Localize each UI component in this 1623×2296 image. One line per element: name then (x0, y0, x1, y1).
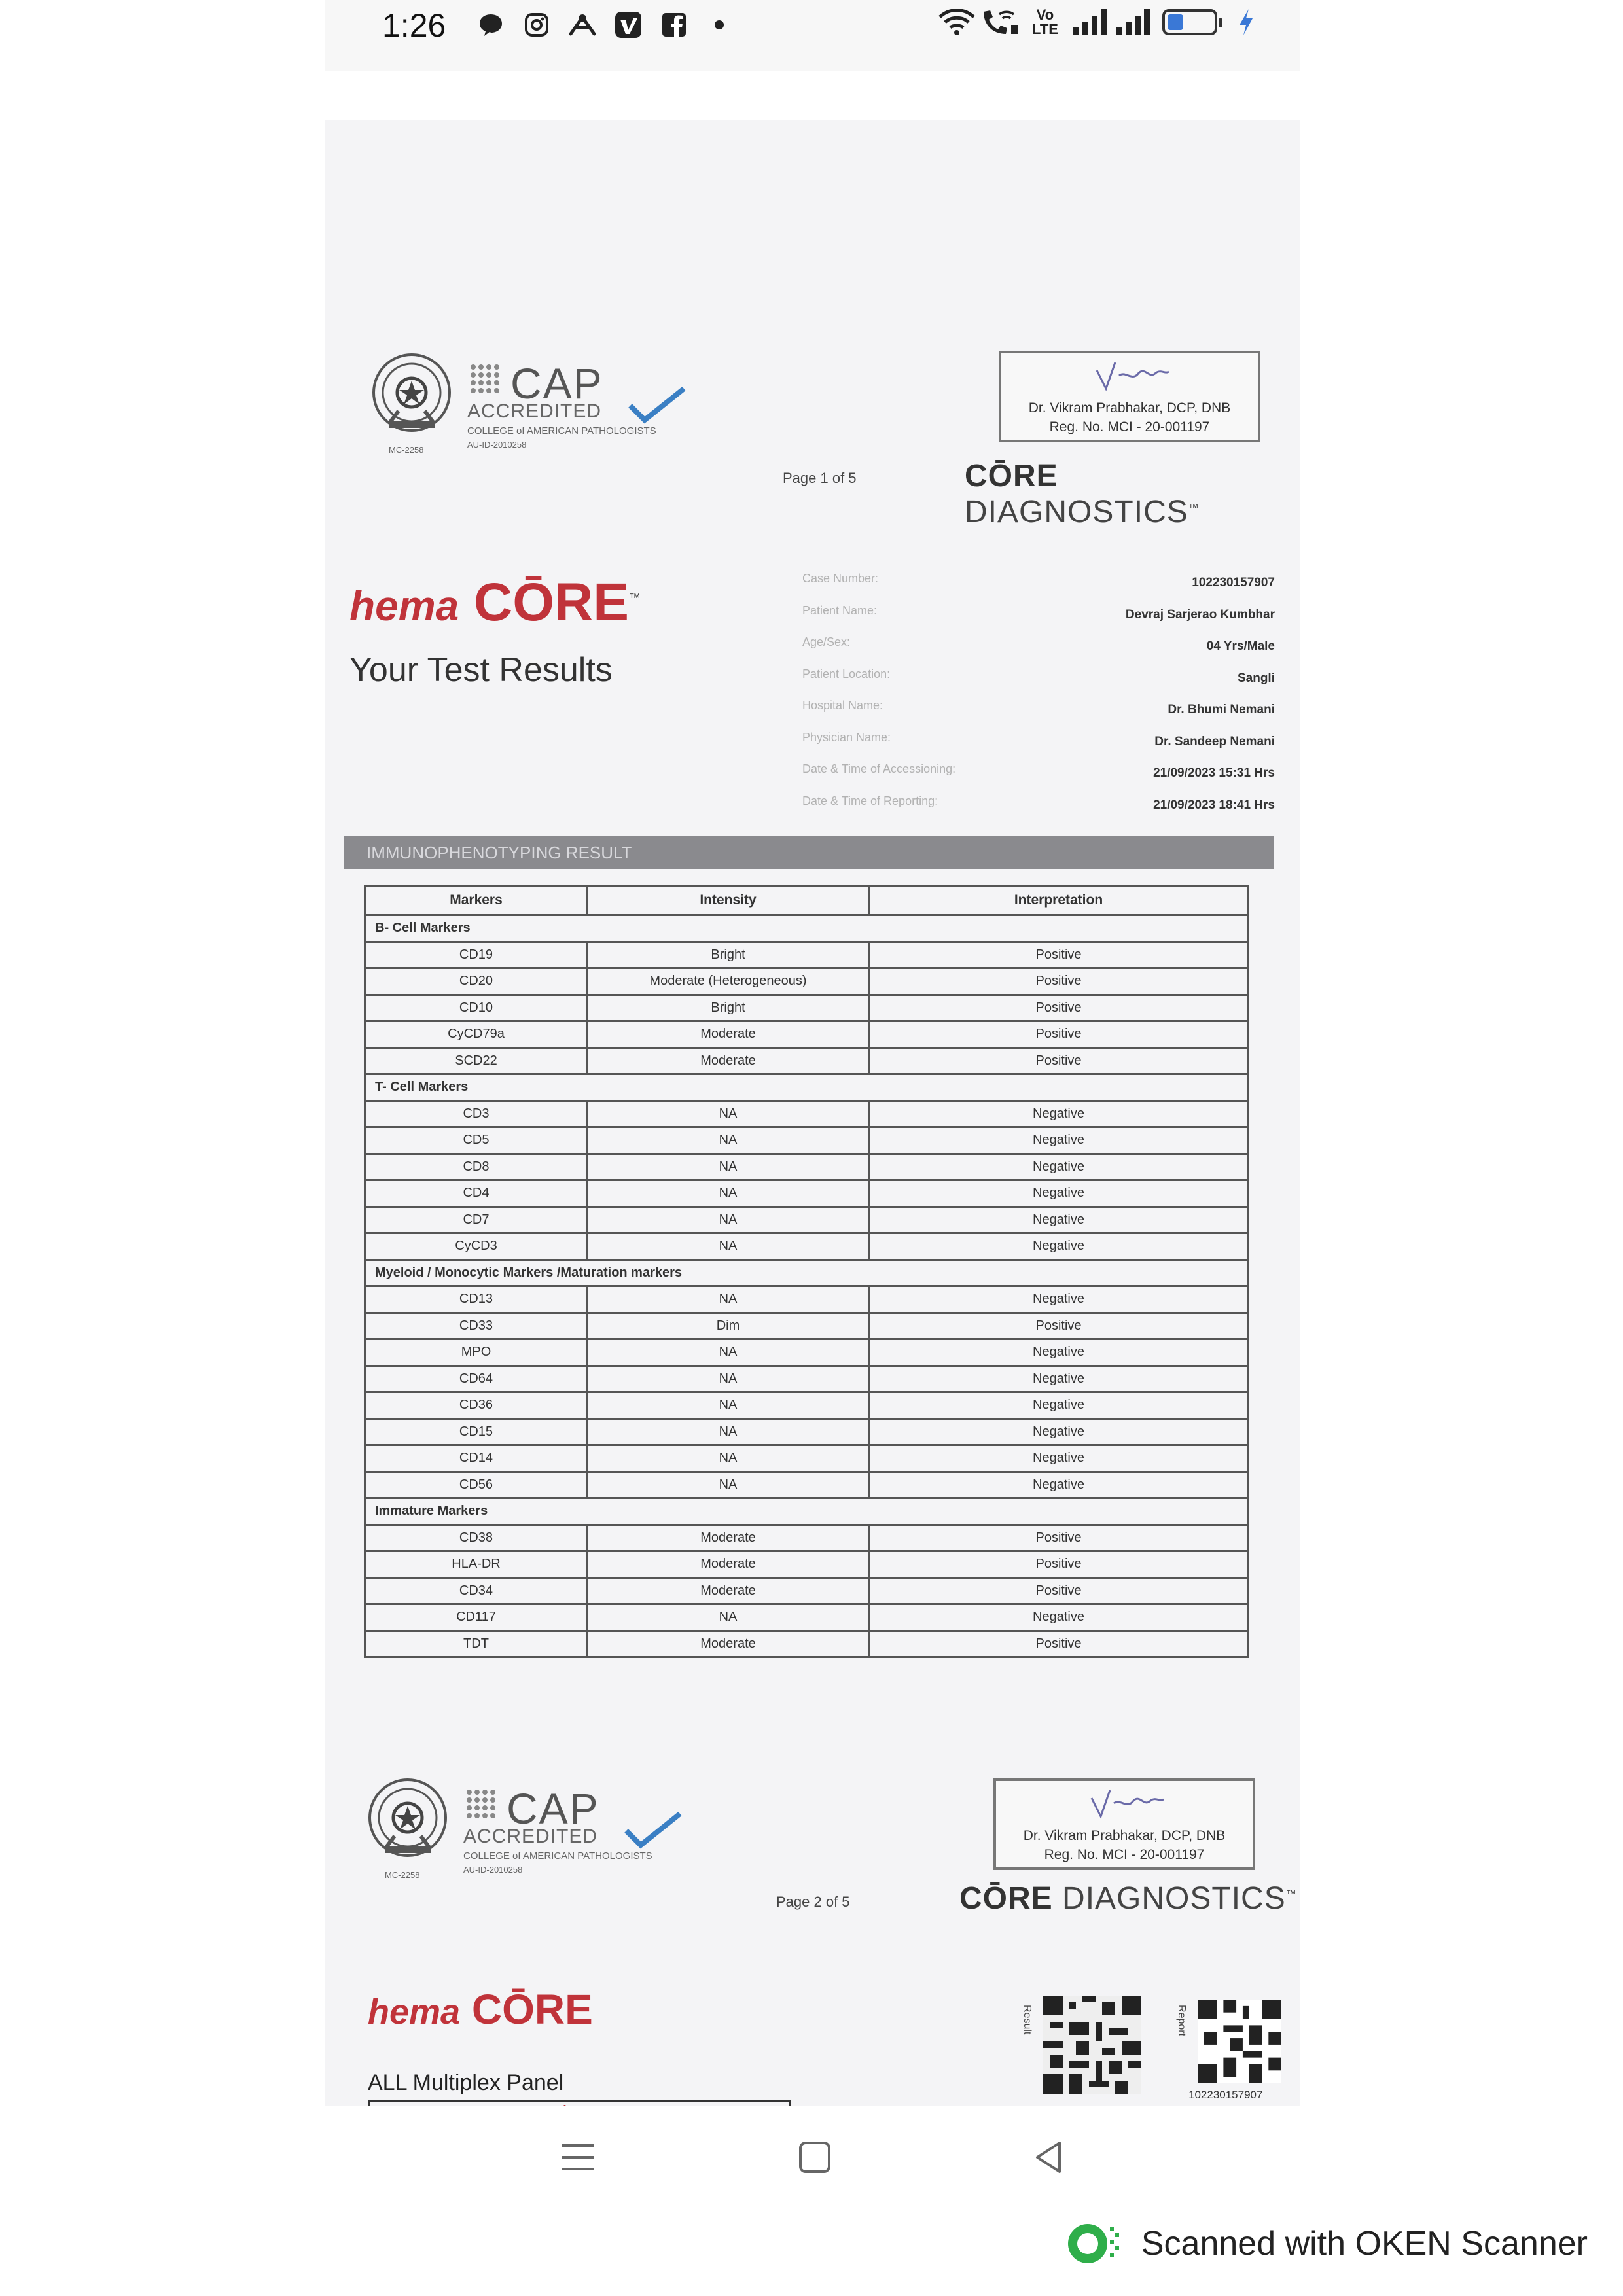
table-row (365, 1180, 1249, 1207)
interpretation-cell: Positive (869, 995, 1249, 1021)
intensity-cell: Moderate (588, 1525, 869, 1551)
cap-id: AU-ID-2010258 (463, 1865, 523, 1875)
marker-cell: HLA-DR (365, 1551, 588, 1578)
intensity-cell: NA (588, 1207, 869, 1233)
core-diagnostics-logo: CŌRE DIAGNOSTICS™ (959, 1881, 1297, 1916)
facebook-icon (660, 10, 688, 39)
table-row (365, 1154, 1249, 1180)
interpretation-cell: Negative (869, 1392, 1249, 1419)
table-row (365, 995, 1249, 1021)
marker-cell: SCD22 (365, 1048, 588, 1074)
cap-dots-icon (463, 1786, 501, 1824)
page-number: Page 2 of 5 (776, 1894, 850, 1910)
group-label: Immature Markers (365, 1498, 1249, 1525)
label-physician-name: Physician Name: (802, 730, 891, 744)
table-row (365, 968, 1249, 995)
case-number-footer: 102230157907 (1188, 2089, 1263, 2101)
status-time: 1:26 (382, 7, 446, 44)
core-diagnostics-logo: CŌRE DIAGNOSTICS™ (965, 459, 1200, 529)
interpretation-cell: Positive (869, 1313, 1249, 1339)
marker-cell: CyCD79a (365, 1021, 588, 1048)
marker-cell: CD34 (365, 1578, 588, 1604)
marker-cell: CD10 (365, 995, 588, 1021)
table-row (365, 1366, 1249, 1392)
notification-icons (476, 10, 724, 39)
table-row (365, 1631, 1249, 1657)
cap-college: COLLEGE of AMERICAN PATHOLOGISTS (463, 1850, 652, 1862)
interpretation-cell: Negative (869, 1604, 1249, 1631)
marker-cell: CD56 (365, 1472, 588, 1498)
checkmark-icon (624, 1811, 683, 1850)
marker-cell: CyCD3 (365, 1233, 588, 1260)
intensity-cell: NA (588, 1392, 869, 1419)
interpretation-cell: Negative (869, 1154, 1249, 1180)
table-row (365, 1578, 1249, 1604)
marker-cell: CD117 (365, 1604, 588, 1631)
intensity-cell: Moderate (588, 1048, 869, 1074)
back-icon[interactable] (1026, 2134, 1072, 2180)
chat-bubble-icon (476, 10, 505, 39)
table-row (365, 1021, 1249, 1048)
table-row (365, 1207, 1249, 1233)
qr-result-label: Result (1022, 2005, 1033, 2035)
instagram-icon (522, 10, 551, 39)
interpretation-cell: Negative (869, 1419, 1249, 1445)
nabl-seal-icon (365, 1777, 450, 1862)
marker-cell: CD36 (365, 1392, 588, 1419)
oken-logo-icon (1065, 2217, 1124, 2270)
table-row (365, 1525, 1249, 1551)
column-header: Intensity (588, 886, 869, 915)
checkmark-icon (628, 386, 687, 425)
table-header-row (365, 886, 1249, 915)
value-accessioning: 21/09/2023 15:31 Hrs (1153, 766, 1275, 780)
table-row (365, 1127, 1249, 1154)
battery-icon (1162, 9, 1217, 35)
table-row (365, 1604, 1249, 1631)
hemacore-logo: hema CŌRE (368, 1986, 593, 2033)
table-group-row (365, 1260, 1249, 1286)
signature-scribble (1093, 359, 1171, 393)
section-header: IMMUNOPHENOTYPING RESULT (344, 836, 1274, 869)
interpretation-cell: Positive (869, 1631, 1249, 1657)
interpretation-cell: Negative (869, 1445, 1249, 1472)
interpretation-cell: Positive (869, 1048, 1249, 1074)
patient-info-values (935, 576, 1275, 830)
interpretation-cell: Positive (869, 942, 1249, 968)
status-bar (325, 0, 1300, 71)
marker-cell: TDT (365, 1631, 588, 1657)
interpretation-cell: Negative (869, 1101, 1249, 1127)
table-row (365, 942, 1249, 968)
table-group-row (365, 1074, 1249, 1101)
table-row (365, 1419, 1249, 1445)
hemacore-logo: hema CŌRE™ (349, 573, 641, 632)
intensity-cell: Moderate (588, 1631, 869, 1657)
marker-cell: CD8 (365, 1154, 588, 1180)
cap-accredited: ACCREDITED (467, 400, 602, 422)
table-row (365, 1048, 1249, 1074)
marker-cell: CD33 (365, 1313, 588, 1339)
table-row (365, 1313, 1249, 1339)
intensity-cell: Moderate (588, 1551, 869, 1578)
signatory-name: Dr. Vikram Prabhakar, DCP, DNB (1023, 1828, 1226, 1843)
table-row (365, 1101, 1249, 1127)
intensity-cell: NA (588, 1472, 869, 1498)
intensity-cell: NA (588, 1366, 869, 1392)
label-patient-name: Patient Name: (802, 603, 878, 617)
signatory-reg: Reg. No. MCI - 20-001197 (1049, 419, 1210, 434)
qr-report-label: Report (1176, 2005, 1187, 2037)
panel-name: ALL Multiplex Panel (368, 2070, 564, 2095)
scanner-watermark (1065, 2214, 1588, 2273)
value-age-sex: 04 Yrs/Male (1206, 639, 1275, 653)
intensity-cell: NA (588, 1233, 869, 1260)
interpretation-cell: Negative (869, 1233, 1249, 1260)
intensity-cell: NA (588, 1180, 869, 1207)
signal-icon (1076, 8, 1105, 37)
system-icons (942, 8, 1260, 37)
signatory-name: Dr. Vikram Prabhakar, DCP, DNB (1028, 400, 1231, 415)
intensity-cell: NA (588, 1286, 869, 1313)
signature-box (999, 351, 1260, 442)
intensity-cell: NA (588, 1101, 869, 1127)
interpretation-cell: Positive (869, 1525, 1249, 1551)
cap-accredited: ACCREDITED (463, 1826, 598, 1847)
table-row (365, 1392, 1249, 1419)
more-notifications-icon (715, 20, 724, 29)
interpretation-cell: Positive (869, 968, 1249, 995)
label-reporting: Date & Time of Reporting: (802, 794, 938, 807)
signature-box (993, 1778, 1255, 1870)
navigation-bar (325, 2106, 1300, 2210)
interpretation-cell: Negative (869, 1127, 1249, 1154)
nabl-seal-icon (369, 352, 454, 437)
marker-cell: CD3 (365, 1101, 588, 1127)
marker-cell: MPO (365, 1339, 588, 1366)
value-case-number: 102230157907 (1192, 576, 1275, 590)
column-header: Interpretation (869, 886, 1249, 915)
table-row (365, 1233, 1249, 1260)
page-number: Page 1 of 5 (783, 470, 857, 486)
interpretation-cell: Negative (869, 1286, 1249, 1313)
intensity-cell: Bright (588, 942, 869, 968)
value-patient-name: Devraj Sarjerao Kumbhar (1125, 607, 1275, 622)
intensity-cell: Moderate (588, 1578, 869, 1604)
group-label: T- Cell Markers (365, 1074, 1249, 1101)
intensity-cell: Bright (588, 995, 869, 1021)
volte-icon: Vo LTE (1032, 7, 1058, 37)
marker-cell: CD38 (365, 1525, 588, 1551)
group-label: B- Cell Markers (365, 915, 1249, 942)
interpretation-cell: Negative (869, 1472, 1249, 1498)
intensity-cell: NA (588, 1127, 869, 1154)
label-patient-location: Patient Location: (802, 667, 891, 680)
home-icon[interactable] (792, 2134, 838, 2180)
vimeo-icon (614, 10, 643, 39)
report-qr-code (1198, 2000, 1281, 2083)
cap-title: CAP (510, 359, 603, 408)
watermark-text: Scanned with OKEN Scanner (1141, 2225, 1588, 2263)
cap-college: COLLEGE of AMERICAN PATHOLOGISTS (467, 425, 656, 436)
cap-accreditation-logo (365, 1777, 705, 1888)
seal-id: MC-2258 (385, 1870, 420, 1880)
signal-icon (1119, 8, 1148, 37)
marker-cell: CD20 (365, 968, 588, 995)
scanned-report (325, 120, 1300, 2106)
result-qr-code (1043, 1996, 1141, 2094)
interpretation-cell: Negative (869, 1339, 1249, 1366)
immunophenotyping-table (364, 885, 1249, 1658)
table-row (365, 1472, 1249, 1498)
group-label: Myeloid / Monocytic Markers /Maturation markers (365, 1260, 1249, 1286)
table-row (365, 1339, 1249, 1366)
value-hospital-name: Dr. Bhumi Nemani (1168, 703, 1275, 716)
signatory-reg: Reg. No. MCI - 20-001197 (1044, 1847, 1205, 1862)
interpretation-cell: Negative (869, 1207, 1249, 1233)
menu-icon[interactable] (555, 2134, 601, 2180)
marker-cell: CD64 (365, 1366, 588, 1392)
marker-cell: CD7 (365, 1207, 588, 1233)
page-title: Your Test Results (349, 651, 613, 689)
cap-id: AU-ID-2010258 (467, 440, 527, 450)
label-accessioning: Date & Time of Accessioning: (802, 762, 956, 775)
intensity-cell: NA (588, 1154, 869, 1180)
seal-id: MC-2258 (389, 445, 424, 455)
intensity-cell: Dim (588, 1313, 869, 1339)
cap-accreditation-logo (369, 352, 709, 463)
intensity-cell: Moderate (588, 1021, 869, 1048)
interpretation-cell: Negative (869, 1366, 1249, 1392)
cap-title: CAP (507, 1784, 599, 1833)
marker-cell: CD13 (365, 1286, 588, 1313)
marker-cell: CD4 (365, 1180, 588, 1207)
table-row (365, 1551, 1249, 1578)
label-age-sex: Age/Sex: (802, 635, 851, 648)
table-group-row (365, 915, 1249, 942)
signature-scribble (1088, 1786, 1166, 1820)
charging-icon (1232, 8, 1260, 37)
table-body (365, 915, 1249, 1657)
intensity-cell: NA (588, 1339, 869, 1366)
marker-cell: CD5 (365, 1127, 588, 1154)
table-group-row (365, 1498, 1249, 1525)
table-row (365, 1286, 1249, 1313)
interpretation-cell: Positive (869, 1551, 1249, 1578)
value-reporting: 21/09/2023 18:41 Hrs (1153, 798, 1275, 812)
value-patient-location: Sangli (1237, 671, 1275, 685)
wifi-icon (942, 8, 971, 37)
intensity-cell: NA (588, 1604, 869, 1631)
label-hospital-name: Hospital Name: (802, 699, 883, 712)
app-icon (568, 10, 597, 39)
column-header: Markers (365, 886, 588, 915)
interpretation-cell: Positive (869, 1021, 1249, 1048)
intensity-cell: NA (588, 1445, 869, 1472)
wifi-call-icon (986, 8, 1014, 37)
intensity-cell: NA (588, 1419, 869, 1445)
table-row (365, 1445, 1249, 1472)
label-case-number: Case Number: (802, 572, 879, 585)
marker-cell: CD15 (365, 1419, 588, 1445)
marker-cell: CD19 (365, 942, 588, 968)
intensity-cell: Moderate (Heterogeneous) (588, 968, 869, 995)
battery-level (1168, 14, 1183, 30)
cap-dots-icon (467, 361, 505, 399)
value-physician-name: Dr. Sandeep Nemani (1154, 734, 1275, 749)
marker-cell: CD14 (365, 1445, 588, 1472)
interpretation-cell: Negative (869, 1180, 1249, 1207)
interpretation-cell: Positive (869, 1578, 1249, 1604)
